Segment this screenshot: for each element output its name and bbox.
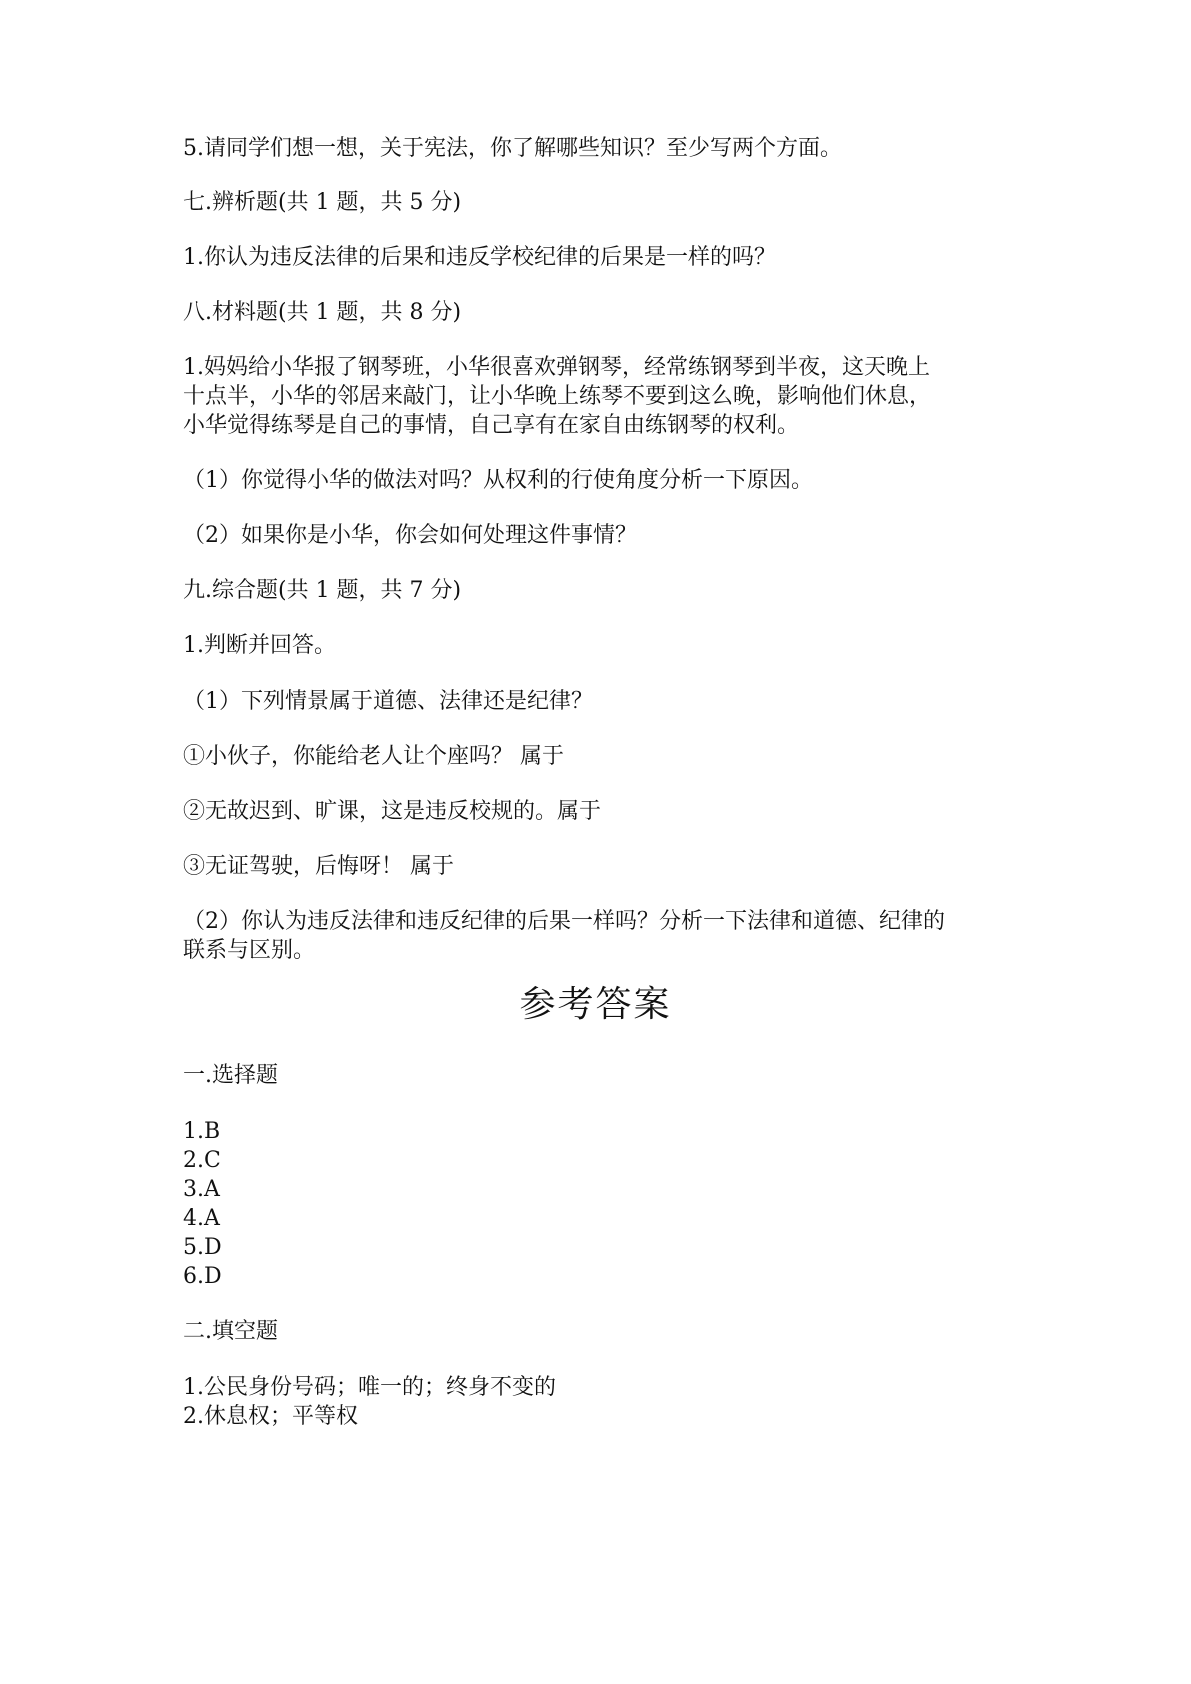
answer-choice-6: 6.D <box>183 1264 222 1289</box>
answer-choice-3: 3.A <box>183 1177 220 1202</box>
section-7-heading: 七.辨析题(共 1 题，共 5 分) <box>183 190 462 215</box>
answer-section-2-heading: 二.填空题 <box>183 1319 278 1344</box>
answer-choice-2: 2.C <box>183 1148 221 1173</box>
section-8-heading: 八.材料题(共 1 题，共 8 分) <box>183 300 462 325</box>
section-8-subquestion-1: （1）你觉得小华的做法对吗？从权利的行使角度分析一下原因。 <box>183 468 813 493</box>
answer-choice-5: 5.D <box>183 1235 222 1260</box>
section-9-item-1: ①小伙子，你能给老人让个座吗？ 属于 <box>183 744 564 769</box>
section-7-question-1: 1.你认为违反法律的后果和违反学校纪律的后果是一样的吗？ <box>183 245 776 270</box>
section-9-subquestion-2-line-1: （2）你认为违反法律和违反纪律的后果一样吗？分析一下法律和道德、纪律的 <box>183 909 945 934</box>
section-9-item-3: ③无证驾驶，后悔呀！ 属于 <box>183 854 454 879</box>
answer-choice-4: 4.A <box>183 1206 220 1231</box>
section-9-question-1: 1.判断并回答。 <box>183 633 336 658</box>
section-8-question-1-line-2: 十点半，小华的邻居来敲门，让小华晚上练琴不要到这么晚，影响他们休息， <box>183 384 932 409</box>
section-9-subquestion-2-line-2: 联系与区别。 <box>183 938 316 963</box>
question-6-5: 5.请同学们想一想，关于宪法，你了解哪些知识？至少写两个方面。 <box>183 136 842 161</box>
answer-fill-2: 2.休息权；平等权 <box>183 1404 358 1429</box>
section-8-question-1-line-1: 1.妈妈给小华报了钢琴班，小华很喜欢弹钢琴，经常练钢琴到半夜，这天晚上 <box>183 355 930 380</box>
answer-section-1-heading: 一.选择题 <box>183 1063 278 1088</box>
section-9-subquestion-1: （1）下列情景属于道德、法律还是纪律？ <box>183 689 593 714</box>
section-9-item-2: ②无故迟到、旷课，这是违反校规的。属于 <box>183 799 602 824</box>
answer-fill-1: 1.公民身份号码；唯一的；终身不变的 <box>183 1375 556 1400</box>
answer-choice-1: 1.B <box>183 1119 221 1144</box>
answer-key-title: 参考答案 <box>519 984 672 1025</box>
section-8-question-1-line-3: 小华觉得练琴是自己的事情，自己享有在家自由练钢琴的权利。 <box>183 413 800 438</box>
section-8-subquestion-2: （2）如果你是小华，你会如何处理这件事情？ <box>183 523 637 548</box>
section-9-heading: 九.综合题(共 1 题，共 7 分) <box>183 578 462 603</box>
